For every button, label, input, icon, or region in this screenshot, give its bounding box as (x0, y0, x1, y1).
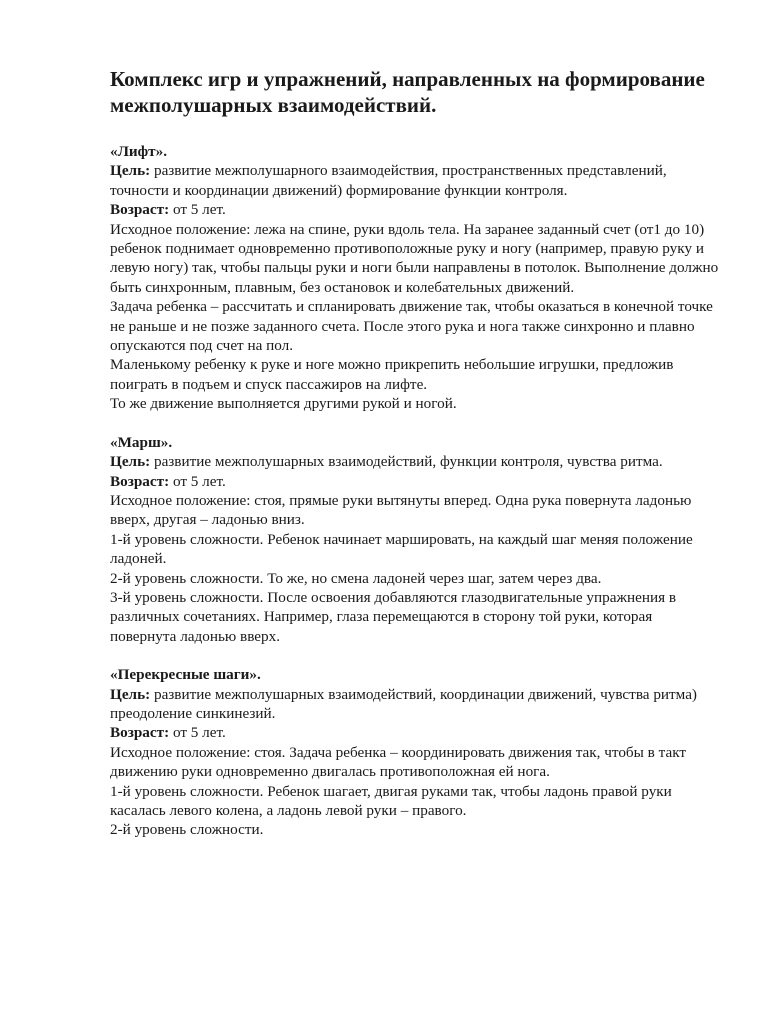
age-label: Возраст: (110, 472, 170, 490)
exercise-section-lift (110, 142, 720, 414)
exercise-paragraph: 2-й уровень сложности. (110, 821, 264, 839)
exercise-goal (110, 685, 720, 724)
exercise-heading: «Марш». (110, 433, 173, 451)
age-label: Возраст: (110, 724, 170, 742)
exercise-goal (110, 161, 720, 200)
goal-text: развитие межполушарного взаимодействия, пространственных представлений, точности и координации движений) формирование функции контроля. (110, 162, 667, 199)
exercise-heading: «Перекресные шаги». (110, 666, 261, 684)
exercise-age (110, 200, 720, 219)
exercise-paragraph: 1-й уровень сложности. Ребенок начинает маршировать, на каждый шаг меняя положение ладоней. (110, 530, 693, 568)
age-text: от 5 лет. (169, 201, 226, 219)
exercise-paragraph: Исходное положение: стоя. Задача ребенка – координировать движения так, чтобы в такт движению руки одновременно двигалась противоположная ей нога. (110, 743, 687, 781)
exercise-paragraph: 3-й уровень сложности. После освоения добавляются глазодвигательные упражнения в различных сочетаниях. Например, глаза перемещаются в сторону той руки, которая повернута ладонью вверх. (110, 588, 677, 645)
exercise-paragraph: 1-й уровень сложности. Ребенок шагает, двигая руками так, чтобы ладонь правой руки касалась левого колена, а ладонь левой руки – правого. (110, 782, 672, 819)
exercise-paragraph: Исходное положение: стоя, прямые руки вытянуты вперед. Одна рука повернута ладонью вверх, другая – ладонью вниз. (110, 491, 692, 529)
exercise-paragraph: Задача ребенка – рассчитать и спланировать движение так, чтобы оказаться в конечной точке не раньше и не позже заданного счета. После этого рука и нога также синхронно и плавно опускаются под счет на пол. (110, 298, 713, 355)
goal-label: Цель: (110, 162, 151, 180)
goal-label: Цель: (110, 453, 151, 471)
document-title: Комплекс игр и упражнений, направленных на формирование межполушарных взаимодействий. (110, 67, 705, 117)
exercise-paragraph: Маленькому ребенку к руке и ноге можно прикрепить небольшие игрушки, предложив поиграть в подъем и спуск пассажиров на лифте. (110, 356, 674, 393)
age-label: Возраст: (110, 201, 170, 219)
exercise-age (110, 472, 720, 491)
goal-label: Цель: (110, 685, 151, 703)
exercise-paragraph: Исходное положение: лежа на спине, руки вдоль тела. На заранее заданный счет (от1 до 10) ребенок поднимает одновременно противоположные руку и ногу (например, правую руку и левую ногу) так, чтобы пальцы руки и ноги были направлены в потолок. Выполнение должно быть синхронным, плавным, без остановок и колебательных движений. (110, 220, 719, 296)
exercise-goal (110, 452, 720, 471)
exercise-paragraph: 2-й уровень сложности. То же, но смена ладоней через шаг, затем через два. (110, 569, 602, 587)
exercise-age (110, 723, 720, 742)
exercise-section-march (110, 433, 720, 646)
goal-text: развитие межполушарных взаимодействий, координации движений, чувства ритма) преодоление синкинезий. (110, 685, 697, 722)
exercise-heading: «Лифт». (110, 143, 168, 160)
exercise-paragraph: То же движение выполняется другими рукой и ногой. (110, 395, 457, 413)
age-text: от 5 лет. (169, 724, 226, 742)
age-text: от 5 лет. (169, 472, 226, 490)
document-page (110, 66, 720, 859)
exercise-section-cross-steps (110, 665, 720, 840)
goal-text: развитие межполушарных взаимодействий, функции контроля, чувства ритма. (150, 453, 663, 471)
